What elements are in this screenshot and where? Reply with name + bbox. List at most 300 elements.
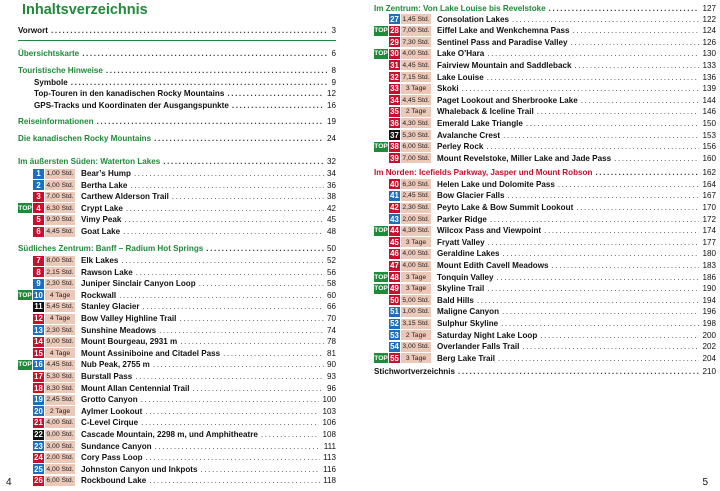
dot-leader bbox=[558, 179, 700, 190]
tour-number: 35 bbox=[390, 107, 399, 117]
entry-label: Im äußersten Süden: Waterton Lakes bbox=[18, 157, 161, 166]
tour-row[interactable] bbox=[374, 106, 716, 117]
tour-name: Parker Ridge bbox=[437, 214, 487, 224]
tour-duration: 4 Tage bbox=[45, 348, 75, 358]
tour-number: 40 bbox=[390, 179, 399, 189]
tour-name: Bear’s Hump bbox=[81, 169, 131, 178]
tour-page: 36 bbox=[326, 180, 336, 190]
dot-leader bbox=[595, 167, 699, 178]
tour-name: Skoki bbox=[437, 84, 459, 94]
tour-duration: 3 Tage bbox=[401, 237, 431, 247]
tour-page: 198 bbox=[702, 319, 716, 328]
tour-name: Fryatt Valley bbox=[437, 237, 485, 247]
tour-row[interactable] bbox=[18, 278, 336, 289]
entry-page: 210 bbox=[702, 367, 716, 376]
dot-leader bbox=[223, 348, 324, 359]
toc-entry[interactable] bbox=[18, 25, 336, 36]
tour-page: 52 bbox=[326, 256, 336, 265]
tour-page: 167 bbox=[702, 191, 716, 201]
tour-row[interactable] bbox=[18, 313, 336, 324]
tour-name: Bertha Lake bbox=[81, 180, 128, 190]
top-badge: TOP bbox=[374, 354, 388, 362]
tour-name: Geraldine Lakes bbox=[437, 249, 500, 259]
toc-entry[interactable] bbox=[374, 366, 716, 377]
tour-duration: 9,30 Std. bbox=[46, 216, 74, 224]
tour-row[interactable] bbox=[374, 14, 716, 25]
tour-row[interactable] bbox=[374, 353, 716, 364]
tour-name: Nub Peak, 2755 m bbox=[81, 360, 150, 370]
tour-duration: 2 Tage bbox=[45, 406, 75, 416]
top-badge bbox=[374, 72, 388, 82]
tour-row[interactable] bbox=[374, 190, 716, 201]
dot-leader bbox=[134, 168, 324, 179]
tour-name: Emerald Lake Triangle bbox=[437, 118, 523, 128]
entry-page: 127 bbox=[702, 4, 716, 13]
tour-page: 202 bbox=[702, 342, 716, 352]
tour-duration: 2,00 Std. bbox=[402, 215, 430, 223]
tour-page: 130 bbox=[702, 49, 716, 59]
tour-duration: 6,30 Std. bbox=[402, 180, 430, 188]
tour-row[interactable] bbox=[374, 202, 716, 213]
top-badge bbox=[374, 130, 388, 140]
entry-page: 32 bbox=[326, 157, 336, 166]
tour-duration: 4,00 Std. bbox=[402, 250, 430, 258]
tour-page: 70 bbox=[326, 314, 336, 323]
tour-duration: 2 Tage bbox=[401, 330, 431, 340]
dot-leader bbox=[155, 441, 321, 452]
tour-name: Rockwall bbox=[81, 290, 117, 300]
top-badge bbox=[374, 203, 388, 213]
tour-name: Bow Valley Highline Trail bbox=[81, 314, 177, 323]
top-badge: TOP bbox=[374, 273, 388, 281]
entry-label: Vorwort bbox=[18, 26, 48, 35]
tour-name: Johnston Canyon und Inkpots bbox=[81, 464, 198, 474]
tour-page: 156 bbox=[702, 142, 716, 152]
divider bbox=[18, 40, 336, 41]
dot-leader bbox=[163, 156, 324, 167]
tour-number: 2 bbox=[33, 180, 44, 190]
tour-page: 93 bbox=[326, 372, 336, 381]
tour-name: Mount Allan Centennial Trail bbox=[81, 383, 190, 393]
top-badge bbox=[374, 95, 388, 105]
tour-page: 122 bbox=[702, 14, 716, 24]
section-heading[interactable] bbox=[374, 3, 716, 14]
tour-page: 103 bbox=[322, 406, 336, 416]
tour-duration: 9,00 Std. bbox=[46, 338, 74, 346]
top-badge bbox=[374, 237, 388, 247]
tour-row[interactable] bbox=[18, 180, 336, 191]
tour-duration: 4,00 Std. bbox=[402, 50, 430, 58]
tour-page: 60 bbox=[326, 290, 336, 300]
tour-row[interactable] bbox=[18, 359, 336, 370]
top-badge bbox=[18, 227, 32, 237]
dot-leader bbox=[145, 406, 319, 417]
tour-number: 46 bbox=[390, 249, 399, 259]
top-badge: TOP bbox=[374, 143, 388, 151]
tour-row[interactable] bbox=[374, 306, 716, 317]
dot-leader bbox=[544, 225, 699, 236]
dot-leader bbox=[502, 306, 699, 317]
dot-leader bbox=[540, 330, 699, 341]
tour-page: 144 bbox=[702, 95, 716, 105]
top-badge: TOP bbox=[374, 27, 388, 35]
tour-number: 29 bbox=[390, 37, 399, 47]
tour-duration: 2,30 Std. bbox=[46, 326, 74, 334]
entry-page: 8 bbox=[331, 66, 336, 75]
tour-number: 31 bbox=[390, 60, 399, 70]
entry-label: Die kanadischen Rocky Mountains bbox=[18, 134, 152, 143]
entry-label: Reiseinformationen bbox=[18, 117, 94, 126]
tour-name: Fairview Mountain and Saddleback bbox=[437, 60, 572, 70]
tour-page: 48 bbox=[326, 227, 336, 236]
entry-page: 9 bbox=[331, 77, 336, 87]
dot-leader bbox=[552, 260, 700, 271]
tour-row[interactable] bbox=[18, 429, 336, 440]
top-badge bbox=[18, 337, 32, 347]
tour-row[interactable] bbox=[374, 48, 716, 59]
top-badge bbox=[374, 153, 388, 163]
toc-entry[interactable] bbox=[18, 133, 336, 144]
tour-duration: 5,00 Std. bbox=[402, 296, 430, 304]
dot-leader bbox=[206, 243, 324, 254]
tour-page: 66 bbox=[326, 302, 336, 312]
tour-name: Mount Assiniboine and Citadel Pass bbox=[81, 348, 221, 358]
tour-number: 1 bbox=[33, 169, 44, 179]
tour-page: 74 bbox=[326, 325, 336, 335]
section-heading[interactable] bbox=[18, 156, 336, 167]
top-badge: TOP bbox=[18, 204, 32, 212]
top-badge bbox=[18, 192, 32, 202]
entry-label: Übersichtskarte bbox=[18, 49, 80, 58]
tour-number: 26 bbox=[34, 476, 43, 486]
dot-leader bbox=[488, 237, 700, 248]
tour-row[interactable] bbox=[18, 255, 336, 266]
dot-leader bbox=[497, 272, 700, 283]
tour-duration: 2,30 Std. bbox=[46, 280, 74, 288]
entry-page: 16 bbox=[326, 100, 336, 110]
tour-duration: 4,45 Std. bbox=[402, 96, 430, 104]
tour-duration: 4,00 Std. bbox=[402, 262, 430, 269]
tour-duration: 5,30 Std. bbox=[46, 373, 74, 380]
section-heading[interactable] bbox=[374, 167, 716, 178]
top-badge: TOP bbox=[374, 285, 388, 293]
tour-row[interactable] bbox=[18, 406, 336, 417]
toc-entry[interactable] bbox=[18, 77, 336, 88]
top-badge bbox=[18, 302, 32, 312]
tour-row[interactable] bbox=[374, 72, 716, 83]
tour-page: 42 bbox=[326, 203, 336, 213]
dot-leader bbox=[487, 72, 700, 83]
dot-leader bbox=[537, 106, 700, 117]
entry-label: Südliches Zentrum: Banff – Radium Hot Springs bbox=[18, 244, 204, 253]
top-badge bbox=[374, 249, 388, 259]
tour-duration: 6,00 Std. bbox=[46, 477, 74, 485]
tour-row[interactable] bbox=[374, 248, 716, 259]
tour-page: 200 bbox=[702, 330, 716, 340]
tour-row[interactable] bbox=[18, 394, 336, 405]
tour-duration: 3,00 Std. bbox=[46, 442, 74, 450]
toc-entry[interactable] bbox=[18, 88, 336, 99]
tour-row[interactable] bbox=[18, 214, 336, 225]
top-badge bbox=[18, 406, 32, 416]
entry-page: 50 bbox=[326, 244, 336, 253]
tour-row[interactable] bbox=[18, 168, 336, 179]
tour-page: 45 bbox=[326, 215, 336, 225]
toc-entry[interactable] bbox=[18, 100, 336, 111]
tour-name: Grotto Canyon bbox=[81, 395, 138, 405]
dot-leader bbox=[574, 60, 699, 71]
dot-leader bbox=[522, 341, 699, 352]
top-badge bbox=[18, 476, 32, 486]
top-badge bbox=[374, 214, 388, 224]
entry-page: 12 bbox=[326, 89, 336, 98]
tour-page: 96 bbox=[326, 383, 336, 393]
tour-number: 37 bbox=[390, 130, 399, 140]
tour-number: 10 bbox=[34, 290, 43, 300]
tour-row[interactable] bbox=[18, 371, 336, 382]
tour-row[interactable] bbox=[18, 441, 336, 452]
entry-label: Stichwortverzeichnis bbox=[374, 367, 455, 376]
dot-leader bbox=[51, 25, 329, 36]
tour-duration: 2,45 Std. bbox=[46, 396, 74, 404]
tour-number: 25 bbox=[34, 464, 43, 474]
tour-row[interactable] bbox=[374, 260, 716, 271]
entry-label: Im Norden: Icefields Parkway, Jasper und Mount Robson bbox=[374, 168, 593, 177]
entry-label: Symbole bbox=[34, 77, 68, 87]
dot-leader bbox=[179, 313, 324, 324]
top-badge bbox=[374, 319, 388, 329]
tour-row[interactable] bbox=[374, 179, 716, 190]
tour-page: 196 bbox=[702, 307, 716, 317]
dot-leader bbox=[458, 366, 700, 377]
tour-number: 51 bbox=[390, 307, 399, 317]
tour-row[interactable] bbox=[374, 141, 716, 152]
tour-row[interactable] bbox=[18, 267, 336, 278]
tour-name: Saturday Night Lake Loop bbox=[437, 330, 538, 340]
dot-leader bbox=[154, 133, 324, 144]
tour-duration: 9,00 Std. bbox=[46, 431, 74, 438]
dot-leader bbox=[136, 267, 324, 278]
dot-leader bbox=[487, 48, 699, 59]
tour-name: Consolation Lakes bbox=[437, 14, 509, 24]
tour-page: 56 bbox=[326, 267, 336, 277]
dot-leader bbox=[149, 475, 320, 486]
tour-number: 5 bbox=[33, 215, 44, 225]
tour-row[interactable] bbox=[18, 301, 336, 312]
tour-duration: 1,45 Std. bbox=[402, 15, 430, 23]
tour-page: 160 bbox=[702, 153, 716, 163]
tour-duration: 2,00 Std. bbox=[46, 454, 74, 462]
tour-number: 17 bbox=[34, 372, 43, 381]
tour-page: 180 bbox=[702, 249, 716, 259]
tour-page: 81 bbox=[326, 348, 336, 358]
tour-duration: 8,00 Std. bbox=[46, 257, 74, 264]
toc-entry[interactable] bbox=[18, 116, 336, 127]
tour-name: Mount Bourgeau, 2931 m bbox=[81, 337, 178, 347]
tour-number: 52 bbox=[390, 319, 399, 328]
entry-page: 162 bbox=[702, 168, 716, 177]
tour-row[interactable] bbox=[374, 318, 716, 329]
tour-number: 49 bbox=[390, 284, 399, 294]
dot-leader bbox=[97, 116, 324, 127]
tour-number: 39 bbox=[390, 153, 399, 163]
tour-page: 58 bbox=[326, 279, 336, 289]
top-badge bbox=[374, 191, 388, 201]
tour-name: Avalanche Crest bbox=[437, 130, 501, 140]
tour-page: 194 bbox=[702, 295, 716, 305]
tour-row[interactable] bbox=[18, 464, 336, 475]
tour-row[interactable] bbox=[18, 325, 336, 336]
toc-entry[interactable] bbox=[18, 65, 336, 76]
tour-duration: 7,30 Std. bbox=[402, 38, 430, 46]
tour-row[interactable] bbox=[374, 214, 716, 225]
tour-number: 55 bbox=[390, 353, 399, 363]
tour-row[interactable] bbox=[374, 118, 716, 129]
tour-name: Crypt Lake bbox=[81, 203, 123, 213]
tour-page: 139 bbox=[702, 84, 716, 94]
tour-row[interactable] bbox=[374, 225, 716, 236]
tour-row[interactable] bbox=[374, 25, 716, 36]
tour-number: 44 bbox=[390, 226, 399, 236]
tour-row[interactable] bbox=[18, 452, 336, 463]
entry-page: 19 bbox=[326, 117, 336, 126]
entry-page: 3 bbox=[331, 26, 336, 35]
tour-number: 8 bbox=[33, 267, 44, 277]
tour-name: Whaleback & Iceline Trail bbox=[437, 107, 534, 117]
tour-row[interactable] bbox=[18, 290, 336, 301]
tour-number: 38 bbox=[390, 142, 399, 152]
tour-page: 111 bbox=[323, 441, 336, 451]
tour-number: 7 bbox=[33, 256, 44, 266]
tour-name: Rockbound Lake bbox=[81, 476, 147, 486]
tour-row[interactable] bbox=[18, 348, 336, 359]
tour-row[interactable] bbox=[374, 330, 716, 341]
top-badge bbox=[374, 84, 388, 94]
tour-number: 22 bbox=[34, 430, 43, 439]
tour-name: Aylmer Lookout bbox=[81, 406, 143, 416]
dot-leader bbox=[227, 88, 324, 99]
tour-name: Goat Lake bbox=[81, 227, 121, 236]
tour-duration: 4,00 Std. bbox=[46, 181, 74, 189]
tour-name: Peyto Lake & Bow Summit Lookout bbox=[437, 203, 574, 212]
tour-number: 11 bbox=[34, 302, 43, 312]
tour-row[interactable] bbox=[18, 475, 336, 486]
tour-row[interactable] bbox=[18, 336, 336, 347]
dot-leader bbox=[153, 359, 324, 370]
tour-number: 36 bbox=[390, 118, 399, 128]
dot-leader bbox=[501, 318, 699, 329]
tour-row[interactable] bbox=[18, 226, 336, 237]
dot-leader bbox=[119, 290, 324, 301]
top-badge bbox=[18, 464, 32, 474]
top-badge bbox=[374, 342, 388, 352]
top-badge: TOP bbox=[374, 50, 388, 58]
section-heading[interactable] bbox=[18, 243, 336, 254]
dot-leader bbox=[193, 383, 324, 394]
top-badge bbox=[18, 215, 32, 225]
entry-page: 6 bbox=[331, 49, 336, 58]
tour-name: Burstall Pass bbox=[81, 372, 133, 381]
tour-row[interactable] bbox=[374, 83, 716, 94]
dot-leader bbox=[581, 95, 700, 106]
tour-row[interactable] bbox=[374, 153, 716, 164]
tour-name: Maligne Canyon bbox=[437, 307, 500, 317]
dot-leader bbox=[130, 180, 324, 191]
dot-leader bbox=[576, 202, 699, 213]
tour-name: Sunshine Meadows bbox=[81, 325, 157, 335]
top-badge bbox=[374, 330, 388, 340]
tour-duration: 2,15 Std. bbox=[46, 268, 74, 276]
dot-leader bbox=[141, 417, 319, 428]
tour-duration: 4,30 Std. bbox=[402, 119, 430, 127]
tour-duration: 5,45 Std. bbox=[46, 303, 74, 311]
top-badge: TOP bbox=[374, 227, 388, 235]
tour-duration: 4,45 Std. bbox=[46, 361, 74, 369]
dot-leader bbox=[126, 203, 324, 214]
tour-number: 23 bbox=[34, 441, 43, 451]
tour-row[interactable] bbox=[18, 203, 336, 214]
dot-leader bbox=[507, 190, 699, 201]
dot-leader bbox=[477, 295, 700, 306]
tour-row[interactable] bbox=[18, 383, 336, 394]
tour-row[interactable] bbox=[374, 95, 716, 106]
tour-duration: 4,30 Std. bbox=[402, 227, 430, 235]
tour-page: 170 bbox=[702, 203, 716, 212]
tour-row[interactable] bbox=[374, 341, 716, 352]
tour-number: 6 bbox=[33, 227, 44, 237]
entry-label: Im Zentrum: Von Lake Louise bis Revelstoke bbox=[374, 4, 546, 13]
tour-name: Berg Lake Trail bbox=[437, 353, 496, 363]
tour-page: 164 bbox=[702, 179, 716, 189]
dot-leader bbox=[143, 301, 324, 312]
entry-label: Touristische Hinweise bbox=[18, 66, 103, 75]
dot-leader bbox=[124, 214, 324, 225]
dot-leader bbox=[498, 353, 699, 364]
tour-number: 41 bbox=[390, 191, 399, 201]
tour-name: Cascade Mountain, 2298 m, und Amphitheatre bbox=[81, 430, 258, 439]
tour-page: 90 bbox=[326, 360, 336, 370]
tour-page: 100 bbox=[322, 395, 336, 405]
dot-leader bbox=[549, 3, 700, 14]
tour-name: Sentinel Pass and Paradise Valley bbox=[437, 37, 568, 47]
tour-page: 78 bbox=[326, 337, 336, 347]
tour-row[interactable] bbox=[18, 417, 336, 428]
dot-leader bbox=[614, 153, 699, 164]
tour-row[interactable] bbox=[374, 283, 716, 294]
tour-row[interactable] bbox=[374, 237, 716, 248]
tour-row[interactable] bbox=[374, 37, 716, 48]
tour-row[interactable] bbox=[374, 295, 716, 306]
tour-duration: 3 Tage bbox=[401, 284, 431, 294]
tour-page: 153 bbox=[702, 130, 716, 140]
dot-leader bbox=[71, 77, 329, 88]
tour-row[interactable] bbox=[374, 60, 716, 71]
tour-row[interactable] bbox=[374, 272, 716, 283]
top-badge bbox=[374, 118, 388, 128]
page-number-left: 4 bbox=[6, 477, 12, 488]
page-number-right: 5 bbox=[702, 477, 708, 488]
dot-leader bbox=[106, 65, 329, 76]
dot-leader bbox=[172, 191, 324, 202]
tour-row[interactable] bbox=[18, 191, 336, 202]
toc-entry[interactable] bbox=[18, 48, 336, 59]
tour-name: Mount Revelstoke, Miller Lake and Jade Pass bbox=[437, 153, 612, 163]
tour-name: Elk Lakes bbox=[81, 256, 119, 265]
tour-page: 146 bbox=[702, 107, 716, 117]
top-badge bbox=[374, 107, 388, 117]
tour-row[interactable] bbox=[374, 130, 716, 141]
dot-leader bbox=[200, 464, 320, 475]
